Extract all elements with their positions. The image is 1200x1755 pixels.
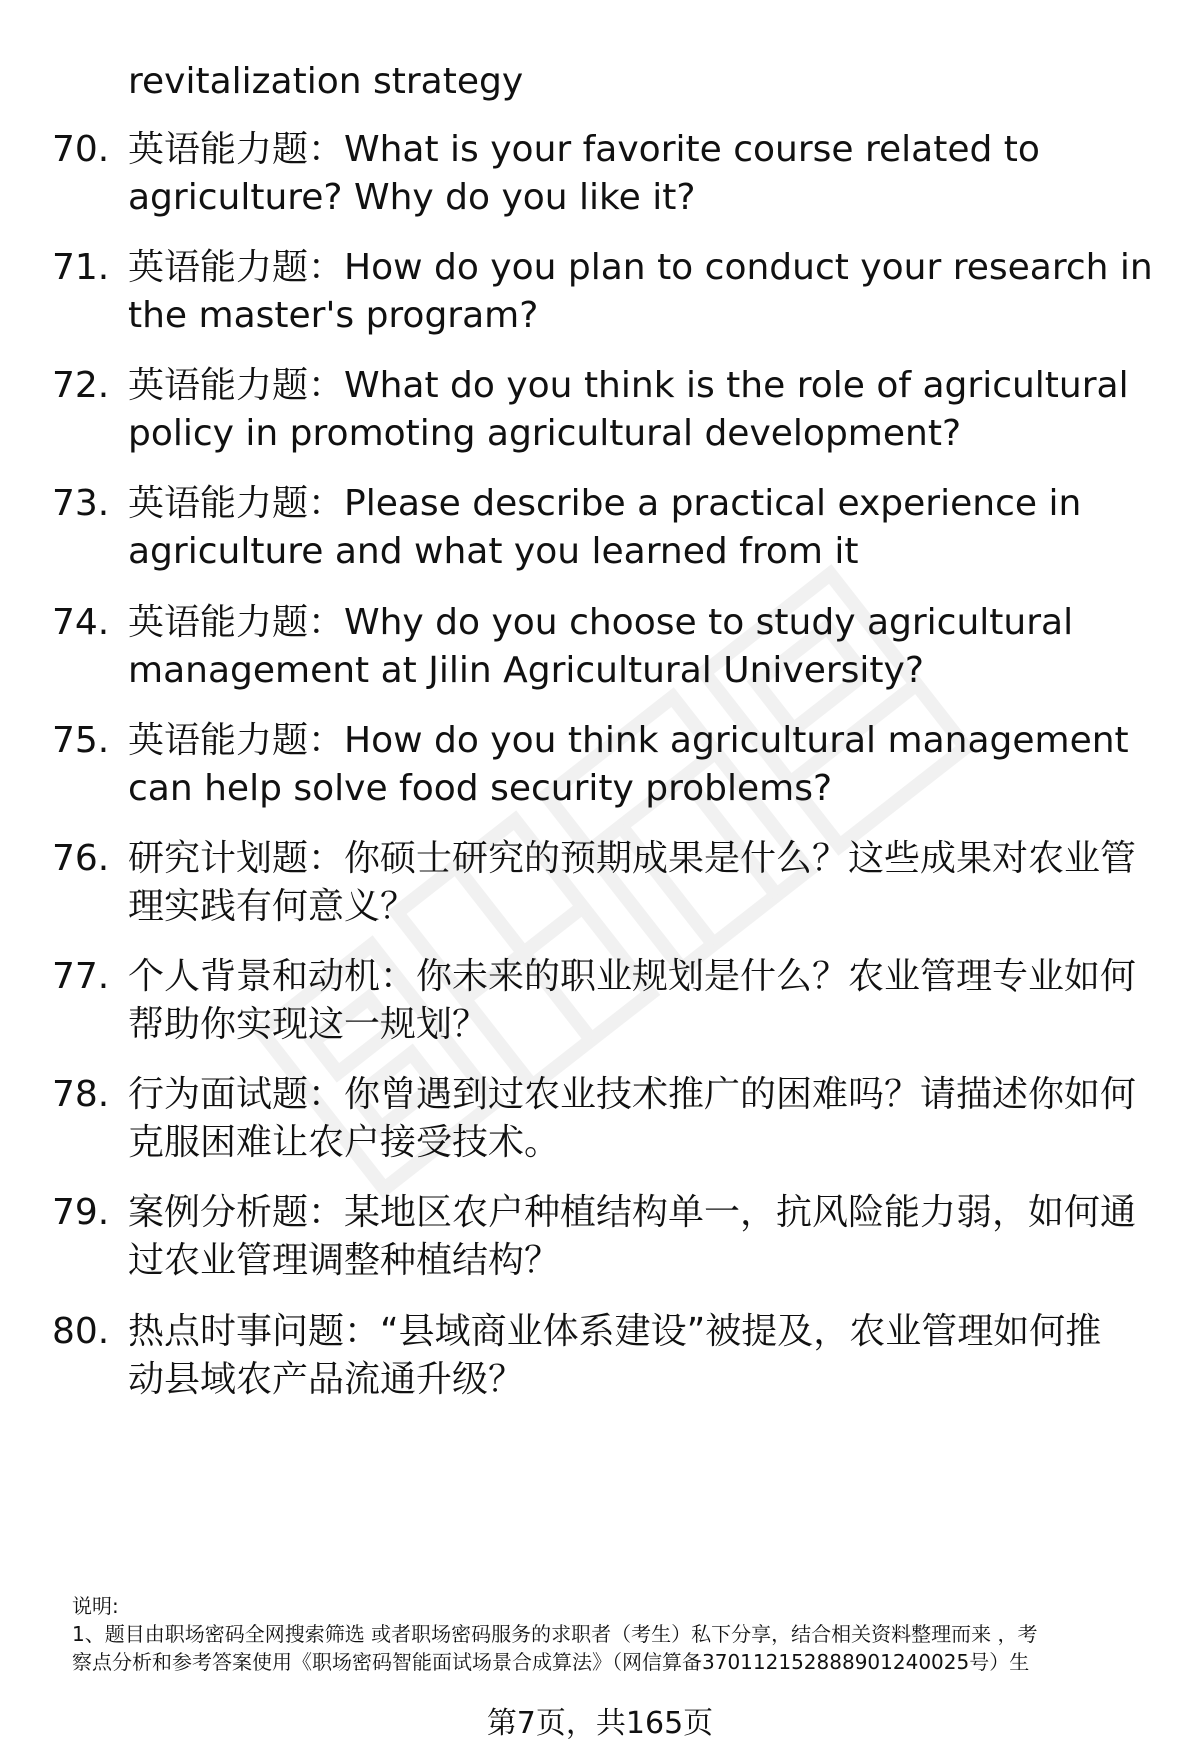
question-text-line: 英语能力题：Please describe a practical experience in xyxy=(128,483,1082,524)
question-number: 77. xyxy=(52,956,110,997)
notes-line: 察点分析和参考答案使用《职场密码智能面试场景合成算法》（网信算备370112152888901240025号）生 xyxy=(72,1650,1030,1674)
question-number: 73. xyxy=(52,483,110,524)
question-text-line: policy in promoting agricultural development? xyxy=(128,413,962,454)
question-text-line: can help solve food security problems? xyxy=(128,768,833,809)
question-number: 76. xyxy=(52,838,110,879)
question-number: 75. xyxy=(52,720,110,761)
question-number: 79. xyxy=(52,1192,110,1233)
question-text-line: 研究计划题：你硕士研究的预期成果是什么？这些成果对农业管 xyxy=(128,838,1137,879)
continued-question-text: revitalization strategy xyxy=(128,61,524,102)
question-text-line: 动县域农产品流通升级？ xyxy=(128,1359,525,1400)
question-text-line: 英语能力题：What is your favorite course related to xyxy=(128,129,1040,170)
question-text-line: the master's program? xyxy=(128,295,539,336)
question-text-line: 热点时事问题：“县域商业体系建设”被提及，农业管理如何推 xyxy=(128,1311,1102,1352)
question-text-line: 案例分析题：某地区农户种植结构单一，抗风险能力弱，如何通 xyxy=(128,1192,1137,1233)
question-text-line: 过农业管理调整种植结构？ xyxy=(128,1240,561,1281)
question-number: 78. xyxy=(52,1074,110,1115)
question-number: 71. xyxy=(52,247,110,288)
question-text-line: agriculture and what you learned from it xyxy=(128,531,859,572)
question-number: 74. xyxy=(52,602,110,643)
question-text-line: 理实践有何意义？ xyxy=(128,886,417,927)
question-number: 72. xyxy=(52,365,110,406)
question-text-line: 英语能力题：Why do you choose to study agricultural xyxy=(128,602,1074,643)
question-text-line: 克服困难让农户接受技术。 xyxy=(128,1122,561,1163)
page-number: 第7页，共165页 xyxy=(486,1706,714,1741)
question-text-line: 英语能力题：What do you think is the role of agricultural xyxy=(128,365,1129,406)
notes-section xyxy=(72,1592,1152,1676)
question-text-line: 英语能力题：How do you plan to conduct your research in xyxy=(128,247,1153,288)
question-text-line: management at Jilin Agricultural University? xyxy=(128,650,924,691)
notes-heading: 说明: xyxy=(72,1594,119,1618)
question-text-line: 英语能力题：How do you think agricultural management xyxy=(128,720,1129,761)
notes-line: 1、题目由职场密码全网搜索筛选 或者职场密码服务的求职者（考生）私下分享，结合相关资料整理而来 ，考 xyxy=(72,1622,1038,1646)
question-text-line: agriculture? Why do you like it? xyxy=(128,177,696,218)
question-number: 70. xyxy=(52,129,110,170)
question-text-line: 行为面试题：你曾遇到过农业技术推广的困难吗？请描述你如何 xyxy=(128,1074,1137,1115)
question-number: 80. xyxy=(52,1311,110,1352)
question-text-line: 帮助你实现这一规划？ xyxy=(128,1004,489,1045)
question-text-line: 个人背景和动机：你未来的职业规划是什么？农业管理专业如何 xyxy=(128,956,1137,997)
